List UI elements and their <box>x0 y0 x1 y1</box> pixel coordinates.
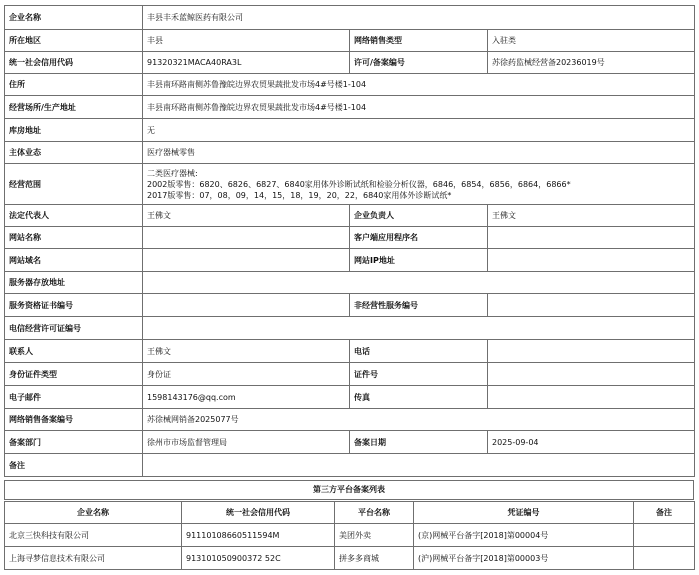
row-cert: (京)网械平台备字[2018]第00004号 <box>414 524 634 547</box>
principal-label: 企业负责人 <box>350 205 488 227</box>
id-type-label: 身份证件类型 <box>5 363 143 386</box>
id-type-value: 身份证 <box>143 363 350 386</box>
domain-value <box>143 249 350 272</box>
row-telecom <box>5 317 695 340</box>
row-remark <box>634 524 695 547</box>
header-credit-code: 统一社会信用代码 <box>182 502 335 524</box>
third-party-title: 第三方平台备案列表 <box>4 480 694 500</box>
service-cert-value <box>143 294 350 317</box>
dept-label: 备案部门 <box>5 431 143 454</box>
contact-value: 王佛文 <box>143 340 350 363</box>
record-no-label: 网络销售备案编号 <box>5 409 143 431</box>
domain-label: 网站域名 <box>5 249 143 272</box>
remark-value <box>143 454 695 477</box>
server-value <box>143 272 695 294</box>
non-operating-label: 非经营性服务编号 <box>350 294 488 317</box>
client-app-value <box>488 227 695 249</box>
id-no-value <box>488 363 695 386</box>
row-remark <box>634 547 695 570</box>
telecom-label: 电信经营许可证编号 <box>5 317 143 340</box>
row-warehouse <box>5 119 695 142</box>
non-operating-value <box>488 294 695 317</box>
row-company: 北京三快科技有限公司 <box>5 524 182 547</box>
telecom-value <box>143 317 695 340</box>
row-dept <box>5 431 695 454</box>
credit-code-label: 统一社会信用代码 <box>5 52 143 74</box>
row-credit-code: 91110108660511594M <box>182 524 335 547</box>
credit-code-value: 91320321MACA40RA3L <box>143 52 350 74</box>
table-row <box>5 524 695 547</box>
business-value: 医疗器械零售 <box>143 142 695 164</box>
site-name-value <box>143 227 350 249</box>
region-label: 所在地区 <box>5 30 143 52</box>
sales-type-value: 入驻类 <box>488 30 695 52</box>
site-name-label: 网站名称 <box>5 227 143 249</box>
server-label: 服务器存放地址 <box>5 272 143 294</box>
row-company-name <box>5 6 695 30</box>
email-value[interactable]: 1598143176@qq.com <box>143 386 350 409</box>
record-date-value: 2025-09-04 <box>488 431 695 454</box>
warehouse-value: 无 <box>143 119 695 142</box>
header-company: 企业名称 <box>5 502 182 524</box>
phone-label: 电话 <box>350 340 488 363</box>
dept-value: 徐州市市场监督管理局 <box>143 431 350 454</box>
remark-label: 备注 <box>5 454 143 477</box>
row-cert: (沪)网械平台备字[2018]第00003号 <box>414 547 634 570</box>
service-cert-label: 服务资格证书编号 <box>5 294 143 317</box>
scope-line-1: 二类医疗器械: <box>147 168 198 178</box>
row-company: 上海寻梦信息技术有限公司 <box>5 547 182 570</box>
row-domain <box>5 249 695 272</box>
row-remark <box>5 454 695 477</box>
principal-value: 王佛文 <box>488 205 695 227</box>
row-credit-code: 913101050900372 52C <box>182 547 335 570</box>
header-platform: 平台名称 <box>335 502 414 524</box>
row-email <box>5 386 695 409</box>
premises-label: 经营场所/生产地址 <box>5 96 143 119</box>
row-site-name <box>5 227 695 249</box>
warehouse-label: 库房地址 <box>5 119 143 142</box>
scope-line-2: 2002版零售：6820、6826、6827、6840家用体外诊断试纸和检验分析仪器，6846，6854，6856，6864，6866* <box>147 179 571 189</box>
row-contact <box>5 340 695 363</box>
company-name: 丰县丰禾蓝鲸医药有限公司 <box>143 6 695 30</box>
row-id-type <box>5 363 695 386</box>
ip-label: 网站IP地址 <box>350 249 488 272</box>
row-legal-rep <box>5 205 695 227</box>
license-value: 苏徐药监械经营备20236019号 <box>488 52 695 74</box>
sales-type-label: 网络销售类型 <box>350 30 488 52</box>
id-no-label: 证件号 <box>350 363 488 386</box>
client-app-label: 客户端应用程序名 <box>350 227 488 249</box>
header-remark: 备注 <box>634 502 695 524</box>
address-label: 住所 <box>5 74 143 96</box>
scope-label: 经营范围 <box>5 164 143 205</box>
third-party-table <box>4 501 695 570</box>
license-label: 许可/备案编号 <box>350 52 488 74</box>
header-cert: 凭证编号 <box>414 502 634 524</box>
row-scope <box>5 164 695 205</box>
scope-value <box>143 164 695 205</box>
business-label: 主体业态 <box>5 142 143 164</box>
fax-label: 传真 <box>350 386 488 409</box>
address-value: 丰县南环路南侧苏鲁豫皖边界农贸果蔬批发市场4#号楼1-104 <box>143 74 695 96</box>
email-label: 电子邮件 <box>5 386 143 409</box>
region-value: 丰县 <box>143 30 350 52</box>
scope-line-3: 2017版零售：07，08，09，14，15，18，19，20，22，6840家用体外诊断试纸* <box>147 190 452 200</box>
phone-value <box>488 340 695 363</box>
third-party-header-row <box>5 502 695 524</box>
row-premises <box>5 96 695 119</box>
row-business <box>5 142 695 164</box>
record-no-value: 苏徐械网销备2025077号 <box>143 409 695 431</box>
row-record-no <box>5 409 695 431</box>
legal-rep-value: 王佛文 <box>143 205 350 227</box>
company-record-table <box>4 5 695 477</box>
legal-rep-label: 法定代表人 <box>5 205 143 227</box>
premises-value: 丰县南环路南侧苏鲁豫皖边界农贸果蔬批发市场4#号楼1-104 <box>143 96 695 119</box>
table-row <box>5 547 695 570</box>
row-credit-code <box>5 52 695 74</box>
row-platform: 拼多多商城 <box>335 547 414 570</box>
row-service-cert <box>5 294 695 317</box>
row-address <box>5 74 695 96</box>
record-date-label: 备案日期 <box>350 431 488 454</box>
contact-label: 联系人 <box>5 340 143 363</box>
fax-value <box>488 386 695 409</box>
company-name-label: 企业名称 <box>5 6 143 30</box>
row-platform: 美团外卖 <box>335 524 414 547</box>
row-server <box>5 272 695 294</box>
ip-value <box>488 249 695 272</box>
row-region <box>5 30 695 52</box>
